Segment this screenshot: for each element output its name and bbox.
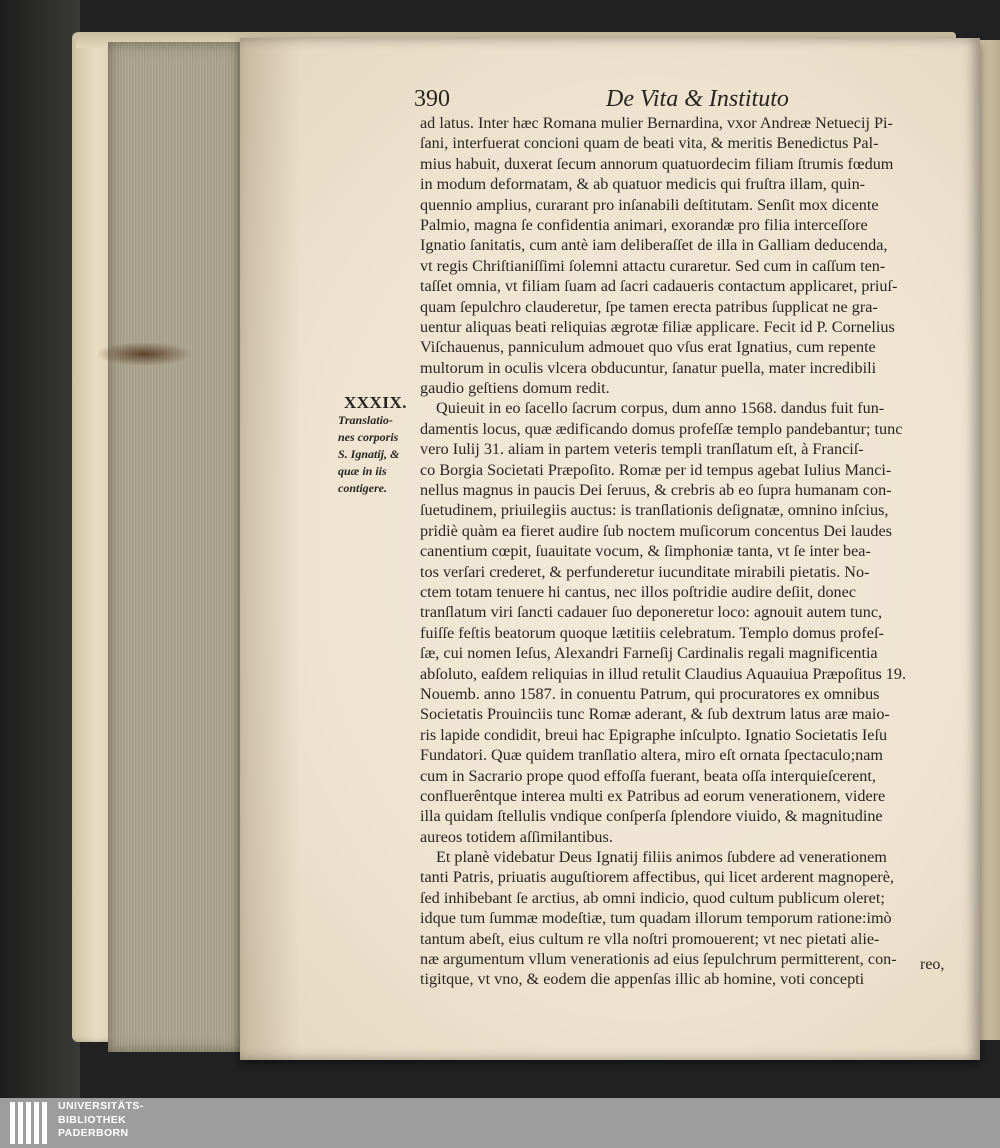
- text-line: tanti Patris, priuatis auguſtiorem affectibus, qui licet arderent magnoperè,: [420, 868, 894, 887]
- facing-page-edge: [978, 40, 1000, 1040]
- text-line: damentis locus, quæ ædificando domus profeſſæ templo pandebantur; tunc: [420, 419, 903, 438]
- text-line: vero Iulij 31. aliam in partem veteris templi tranſlatum eſt, à Franciſ-: [420, 440, 864, 459]
- text-line: quam ſepulchro clauderetur, ſpe tamen erecta patribus ſupplicat ne gra-: [420, 297, 878, 316]
- text-line: Palmio, magna ſe confidentia animari, exorandæ pro filia interceſſore: [420, 215, 868, 234]
- text-line: Fundatori. Quæ quidem tranſlatio altera, miro eſt ornata ſpectaculo;nam: [420, 746, 884, 765]
- page-number: 390: [414, 86, 450, 112]
- text-line: tos verſari crederet, & perfunderetur iucunditate mirabili pietatis. No-: [420, 562, 870, 581]
- text-line: tigitque, vt vno, & eodem die appenſas illic ab homine, voti concepti: [420, 970, 865, 989]
- margin-note: [338, 412, 418, 497]
- text-line: næ argumentum vllum venerationis ad eius ſepulchrum permitterent, con-: [420, 950, 897, 969]
- text-line: tantum abeſt, eius cultum re vlla noſtri promouerent; vt nec pietati alie-: [420, 929, 880, 948]
- text-line: ris lapide condidit, breui hac Epigraphe inſculpto. Ignatio Societatis Ieſu: [420, 725, 888, 744]
- text-line: ctem totam tenuere hi cantus, nec illos poſtridie audire deſiit, donec: [420, 582, 857, 601]
- library-logo-text: [58, 1100, 218, 1141]
- text-line: Quieuit in eo ſacello ſacrum corpus, dum anno 1568. dandus fuit fun-: [436, 399, 885, 418]
- text-line: multorum in oculis vlcera obducuntur, ſanatur puella, mater incredibili: [420, 358, 877, 377]
- body-text: [420, 113, 950, 990]
- text-line: aureos totidem aſſimilantibus.: [420, 827, 613, 846]
- logo-text-line: BIBLIOTHEK: [58, 1113, 127, 1126]
- running-head: De Vita & Instituto: [606, 86, 789, 112]
- text-line: uentur aliquas beati reliquias ægrotæ filiæ applicare. Fecit id P. Cornelius: [420, 317, 895, 336]
- text-line: co Borgia Societati Præpoſito. Romæ per id tempus agebat Iulius Manci-: [420, 460, 892, 479]
- scanner-background: [0, 0, 80, 1098]
- text-line: idque tum ſummæ modeſtiæ, tum quadam illorum temporum ratione:imò: [420, 909, 892, 928]
- text-line: tranſlatum viri ſancti cadauer ſuo deponeretur loco: agnouit autem tunc,: [420, 603, 883, 622]
- page-edge-stain: [96, 342, 192, 366]
- text-line: ſæ, cui nomen Ieſus, Alexandri Farneſij Cardinalis regali magnificentia: [420, 644, 878, 663]
- text-line: taſſet omnia, vt filiam ſuam ad ſacri cadaueris contactum applicaret, priuſ-: [420, 277, 898, 296]
- text-line: illa quidam ſtellulis vndique conſperſa ſplendore viuido, & magnitudine: [420, 807, 883, 826]
- library-logo-icon: [10, 1102, 54, 1144]
- logo-text-line: UNIVERSITÄTS-: [58, 1100, 144, 1112]
- text-line: ſed inhibebant ſe arctius, ab omni indicio, quod cultum publicum oleret;: [420, 888, 885, 907]
- logo-text-line: PADERBORN: [58, 1127, 129, 1139]
- text-line: nellus magnus in paucis Dei ſeruus, & crebris ab eo ſupra humanam con-: [420, 481, 892, 500]
- text-line: cum in Sacrario prope quod effoſſa fuerant, beata oſſa interquieſcerent,: [420, 766, 876, 785]
- section-number: XXXIX.: [344, 393, 407, 412]
- margin-note-line: nes corporis: [338, 430, 399, 444]
- gutter-shadow: [240, 38, 300, 1060]
- text-line: abſoluto, eaſdem reliquias in illud retulit Claudius Aquauiua Præpoſitus 19.: [420, 664, 907, 683]
- text-line: pridiè quàm ea fieret audire ſub noctem muſicorum concentus Dei laudes: [420, 521, 892, 540]
- margin-note-line: quæ in iis: [338, 464, 387, 478]
- text-line: in modum deformatam, & ab quatuor medicis qui fruſtra illam, quin-: [420, 175, 866, 194]
- text-line: ad latus. Inter hæc Romana mulier Bernardina, vxor Andreæ Netuecij Pi-: [420, 114, 893, 132]
- text-line: Societatis Prouinciis tunc Romæ aderant, & ſub dextrum latus aræ maio-: [420, 705, 890, 724]
- catchword: reo,: [920, 956, 945, 973]
- text-line: Viſchauenus, panniculum admouet quo vſus erat Ignatius, cum repente: [420, 338, 876, 357]
- text-line: vt regis Chriſtianiſſimi ſolemni attactu curaretur. Sed cum in caſſum ten-: [420, 256, 886, 275]
- text-line: ſani, interfuerat concioni quam de beati vita, & meritis Benedictus Pal-: [420, 134, 879, 153]
- text-line: ſuetudinem, priuilegiis auctus: is tranſlationis deſignatæ, omnino inſcius,: [420, 501, 889, 520]
- margin-note-line: S. Ignatij, &: [338, 447, 400, 461]
- text-line: quennio amplius, curarant pro inſanabili deſtitutam. Senſit mox dicente: [420, 195, 879, 214]
- text-line: canentium cœpit, ſuauitate vocum, & ſimphoniæ tanta, vt ſe inter bea-: [420, 542, 871, 561]
- text-line: mius habuit, duxerat ſecum annorum quatuordecim filiam ſtrumis fœdum: [420, 154, 894, 173]
- text-line: gaudio geſtiens domum redit.: [420, 379, 610, 398]
- margin-note-line: contigere.: [338, 481, 387, 495]
- page-edges: [108, 42, 246, 1052]
- text-line: confluerêntque interea multi ex Patribus ad eorum venerationem, videre: [420, 786, 886, 805]
- text-line: fuiſſe feſtis beatorum quoque lætitiis celebratum. Templo domus profeſ-: [420, 623, 884, 642]
- margin-note-line: Translatio-: [338, 413, 393, 427]
- text-line: Nouemb. anno 1587. in conuentu Patrum, qui procuratores ex omnibus: [420, 684, 880, 703]
- text-line: Ignatio ſanitatis, cum antè iam deliberaſſet de illa in Galliam deducenda,: [420, 236, 888, 255]
- text-line: Et planè videbatur Deus Ignatij filiis animos ſubdere ad venerationem: [436, 848, 887, 867]
